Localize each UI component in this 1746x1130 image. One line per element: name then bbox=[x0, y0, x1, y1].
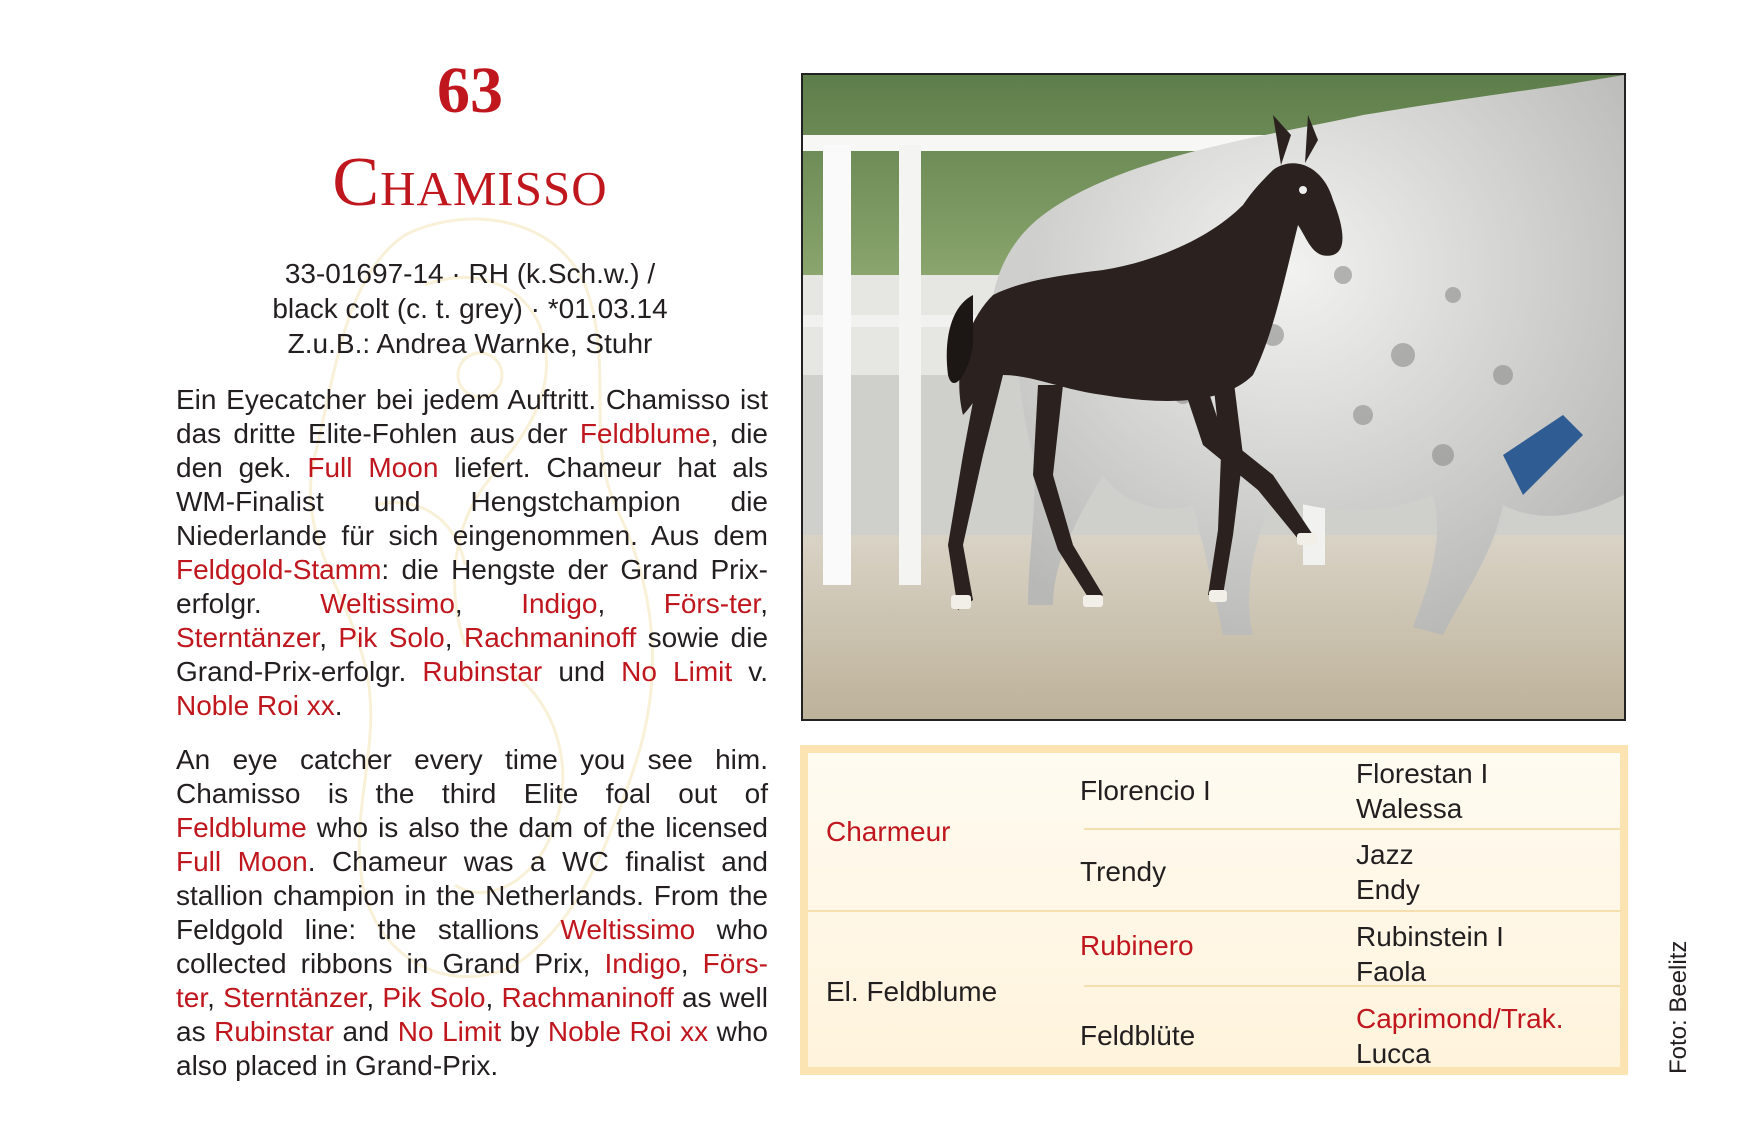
highlighted-horse-name: Sterntänzer bbox=[176, 622, 320, 653]
info-line-description: black colt (c. t. grey) · *01.03.14 bbox=[272, 293, 668, 324]
highlighted-horse-name: Full Moon bbox=[176, 846, 308, 877]
text-segment: by bbox=[501, 1016, 548, 1047]
text-segment: , bbox=[319, 622, 339, 653]
highlighted-horse-name: Feldgold-Stamm bbox=[176, 554, 382, 585]
text-segment: , bbox=[760, 588, 768, 619]
text-segment: Ein Eyecatcher bei jedem Auftritt. Chamisso ist das dritte Elite-Fohlen aus der bbox=[176, 384, 768, 449]
text-segment: , bbox=[444, 622, 464, 653]
text-segment: , bbox=[680, 948, 703, 979]
pedigree-inner bbox=[808, 753, 1620, 1067]
text-segment: who collected ribbons in Grand Prix, bbox=[176, 914, 768, 979]
text-segment: : die Hengste der Grand Prix-erfolgr. bbox=[176, 554, 768, 619]
text-segment: who also placed in Grand-Prix. bbox=[176, 1016, 768, 1081]
highlighted-horse-name: Pik Solo bbox=[382, 982, 486, 1013]
description-english bbox=[176, 743, 768, 1083]
foal-and-mare-photo bbox=[803, 75, 1624, 719]
pedigree-ggp-3: Jazz bbox=[1356, 839, 1414, 870]
highlighted-horse-name: Förs-ter bbox=[176, 948, 768, 1013]
lot-number: 63 bbox=[437, 54, 503, 127]
photo-credit: Foto: Beelitz bbox=[1665, 940, 1692, 1074]
pedigree-ggp-1: Florestan I bbox=[1356, 758, 1489, 789]
text-segment: sowie die Grand-Prix-erfolgr. bbox=[176, 622, 769, 687]
highlighted-horse-name: Noble Roi xx bbox=[176, 690, 335, 721]
text-segment: , bbox=[454, 588, 522, 619]
pedigree-ggp-5: Rubinstein I bbox=[1356, 921, 1504, 952]
text-segment: An eye catcher every time you see him. Chamisso is the third Elite foal out of bbox=[176, 744, 768, 809]
description-german bbox=[176, 383, 768, 723]
highlighted-horse-name: Pik Solo bbox=[338, 622, 445, 653]
highlighted-horse-name: Förs-ter bbox=[663, 588, 761, 619]
text-segment: , bbox=[485, 982, 502, 1013]
text-segment: , bbox=[207, 982, 224, 1013]
highlighted-horse-name: Rachmaninoff bbox=[463, 622, 637, 653]
pedigree-ggp-8: Lucca bbox=[1356, 1038, 1431, 1069]
highlighted-horse-name: Rachmaninoff bbox=[501, 982, 674, 1013]
highlighted-horse-name: Feldblume bbox=[176, 812, 307, 843]
pedigree-sire: Charmeur bbox=[826, 816, 951, 847]
highlighted-horse-name: Feldblume bbox=[579, 418, 711, 449]
text-segment: and bbox=[333, 1016, 398, 1047]
info-line-registration: 33-01697-14 · RH (k.Sch.w.) / bbox=[284, 258, 656, 289]
highlighted-horse-name: No Limit bbox=[397, 1016, 502, 1047]
pedigree-ggp-6: Faola bbox=[1356, 956, 1427, 987]
horse-info bbox=[170, 256, 770, 361]
highlighted-horse-name: Indigo bbox=[604, 948, 681, 979]
text-segment: liefert. Chameur hat als WM-Finalist und Hengstchampion die Niederlande für sich eingenommen. Aus dem bbox=[176, 452, 768, 551]
pedigree-sire-dam: Trendy bbox=[1080, 856, 1167, 887]
highlighted-horse-name: Indigo bbox=[521, 588, 598, 619]
highlighted-horse-name: Sterntänzer bbox=[223, 982, 367, 1013]
pedigree-sire-sire: Florencio I bbox=[1080, 775, 1211, 806]
highlighted-horse-name: Weltissimo bbox=[320, 588, 455, 619]
highlighted-horse-name: Rubinstar bbox=[422, 656, 543, 687]
highlighted-horse-name: No Limit bbox=[621, 656, 733, 687]
pedigree-dam: El. Feldblume bbox=[826, 976, 998, 1007]
pedigree-table bbox=[800, 745, 1628, 1075]
text-segment: as well as bbox=[176, 982, 769, 1047]
text-segment: . Chameur was a WC finalist and stallion champion in the Netherlands. From the Feldgold line: the stallions bbox=[176, 846, 768, 945]
pedigree-ggp-2: Walessa bbox=[1356, 793, 1463, 824]
text-segment: , die den gek. bbox=[176, 418, 768, 483]
highlighted-horse-name: Rubinstar bbox=[214, 1016, 334, 1047]
highlighted-horse-name: Weltissimo bbox=[560, 914, 696, 945]
text-segment: und bbox=[542, 656, 622, 687]
text-segment: v. bbox=[732, 656, 768, 687]
text-segment: who is also the dam of the licensed bbox=[306, 812, 768, 843]
text-segment: , bbox=[597, 588, 664, 619]
horse-photo bbox=[801, 73, 1626, 721]
pedigree-ggp-4: Endy bbox=[1356, 874, 1420, 905]
horse-name: Chamisso bbox=[332, 144, 608, 221]
text-segment: , bbox=[366, 982, 383, 1013]
info-line-breeder: Z.u.B.: Andrea Warnke, Stuhr bbox=[287, 328, 653, 359]
highlighted-horse-name: Noble Roi xx bbox=[547, 1016, 709, 1047]
pedigree-ggp-7: Caprimond/Trak. bbox=[1356, 1003, 1564, 1034]
pedigree-dam-dam: Feldblüte bbox=[1080, 1020, 1196, 1051]
text-segment: . bbox=[334, 690, 343, 721]
pedigree-dam-sire: Rubinero bbox=[1080, 930, 1194, 961]
highlighted-horse-name: Full Moon bbox=[307, 452, 439, 483]
